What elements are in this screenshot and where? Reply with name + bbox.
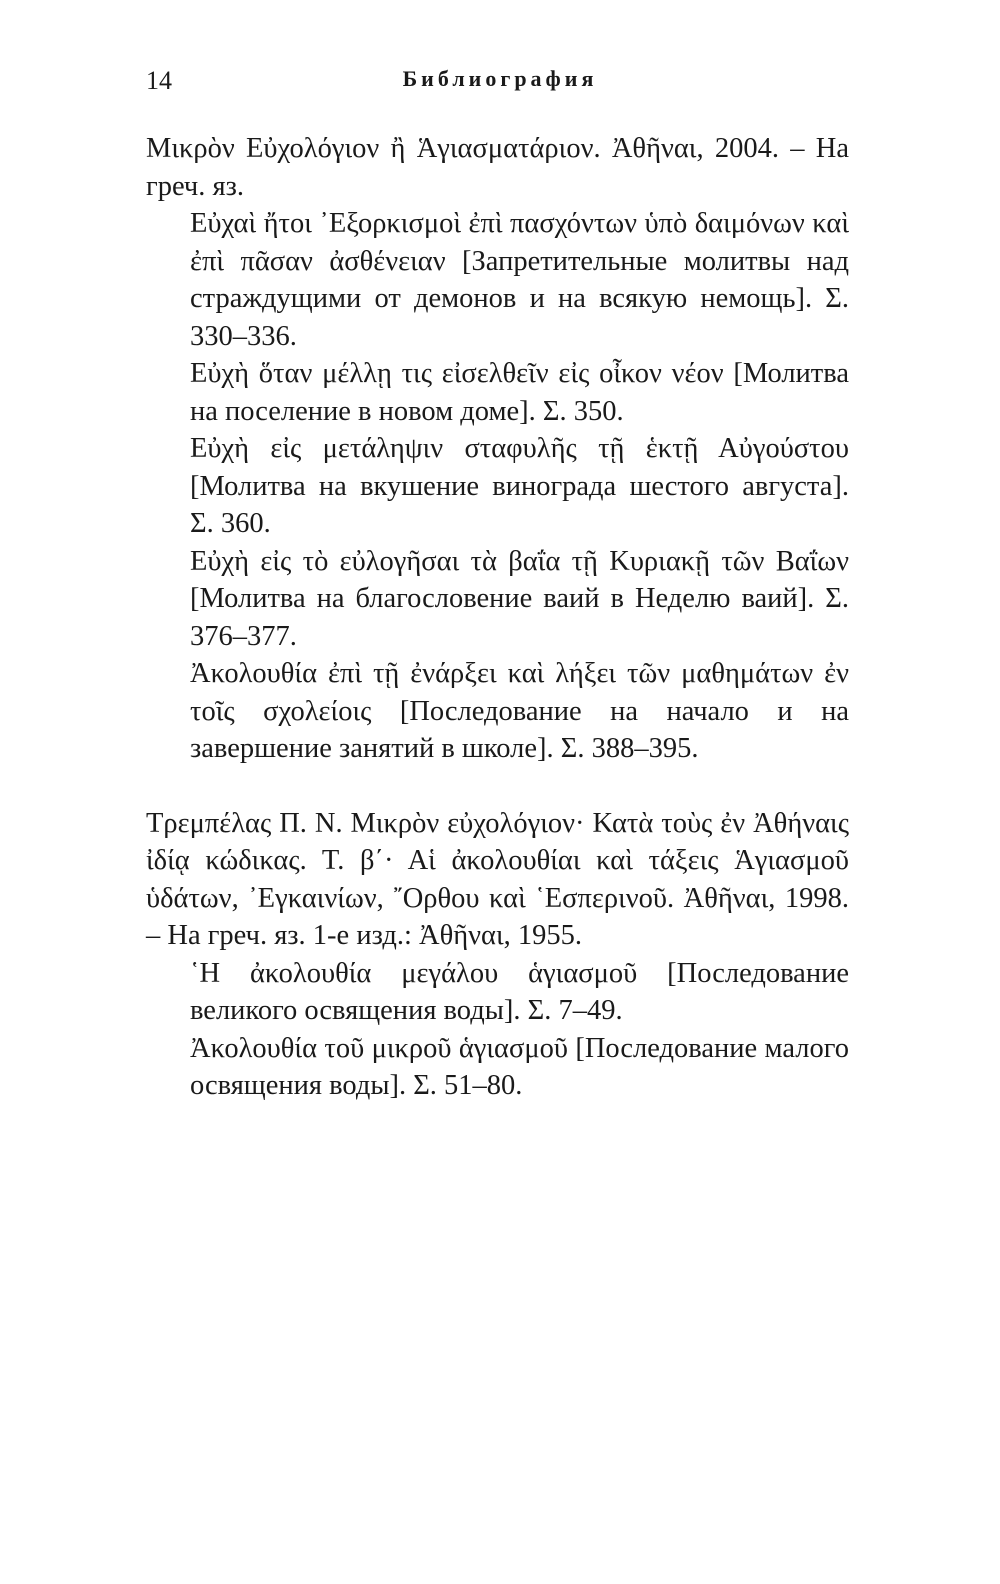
entry-item: ῾Η ἀκολουθία μεγάλου ἁγιασμοῦ [Последование великого освящения воды]. Σ. 7–49. [190, 957, 849, 1026]
entry-item: Εὐχὴ εἰς μετάληψιν σταφυλῆς τῇ ἑκτῇ Αὐγούστου [Молитва на вкушение винограда шестого августа]. Σ. 360. [190, 433, 849, 539]
bibliography-entry-euchologion [146, 130, 849, 768]
entry-title: Τρεμπέλας Π. Ν. Μικρὸν εὐχολόγιον· Κατὰ τοὺς ἐν Ἀθήναις ἰδίᾳ κώδικας. Τ. β΄· Αἱ ἀκολουθίαι καὶ τάξεις Ἁγιασμοῦ ὑδάτων, ᾿Εγκαινίων, ῎Ορθου καὶ ῾Εσπερινοῦ. Ἀθῆναι, 1998. – На греч. яз. 1-е изд.: Ἀθῆναι, 1955. [146, 807, 849, 951]
entry-title: Μικρὸν Εὐχολόγιον ἢ Ἁγιασματάριον. Ἀθῆναι, 2004. – На греч. яз. [146, 133, 849, 202]
entry-item: Ἀκολουθία τοῦ μικροῦ ἁγιασμοῦ [Последование малого освящения воды]. Σ. 51–80. [190, 1032, 849, 1101]
page-number: 14 [146, 66, 172, 95]
bibliography-entry-trempelas [146, 805, 849, 1105]
bibliography-list [146, 130, 849, 1105]
entry-item: Εὐχὴ ὅταν μέλλῃ τις εἰσελθεῖν εἰς οἶκον νέον [Молитва на поселение в новом доме]. Σ. 350. [190, 358, 849, 427]
entry-item: Ἀκολουθία ἐπὶ τῇ ἐνάρξει καὶ λήξει τῶν μαθημάτων ἐν τοῖς σχολείοις [Последование на начало и на завершение занятий в школе]. Σ. 388–395. [190, 658, 849, 764]
entry-item: Εὐχὴ εἰς τὸ εὐλογῆσαι τὰ βαΐα τῇ Κυριακῇ τῶν Βαΐων [Молитва на благословение ваий в Неделю ваий]. Σ. 376–377. [190, 545, 849, 652]
running-title: Библиография [402, 66, 598, 91]
entry-item: Εὐχαὶ ἤτοι ᾿Εξορκισμοὶ ἐπὶ πασχόντων ὑπὸ δαιμόνων καὶ ἐπὶ πᾶσαν ἀσθένειαν [Запретительные молитвы над страждущими от демонов и на всякую немощь]. Σ. 330–336. [190, 208, 849, 352]
